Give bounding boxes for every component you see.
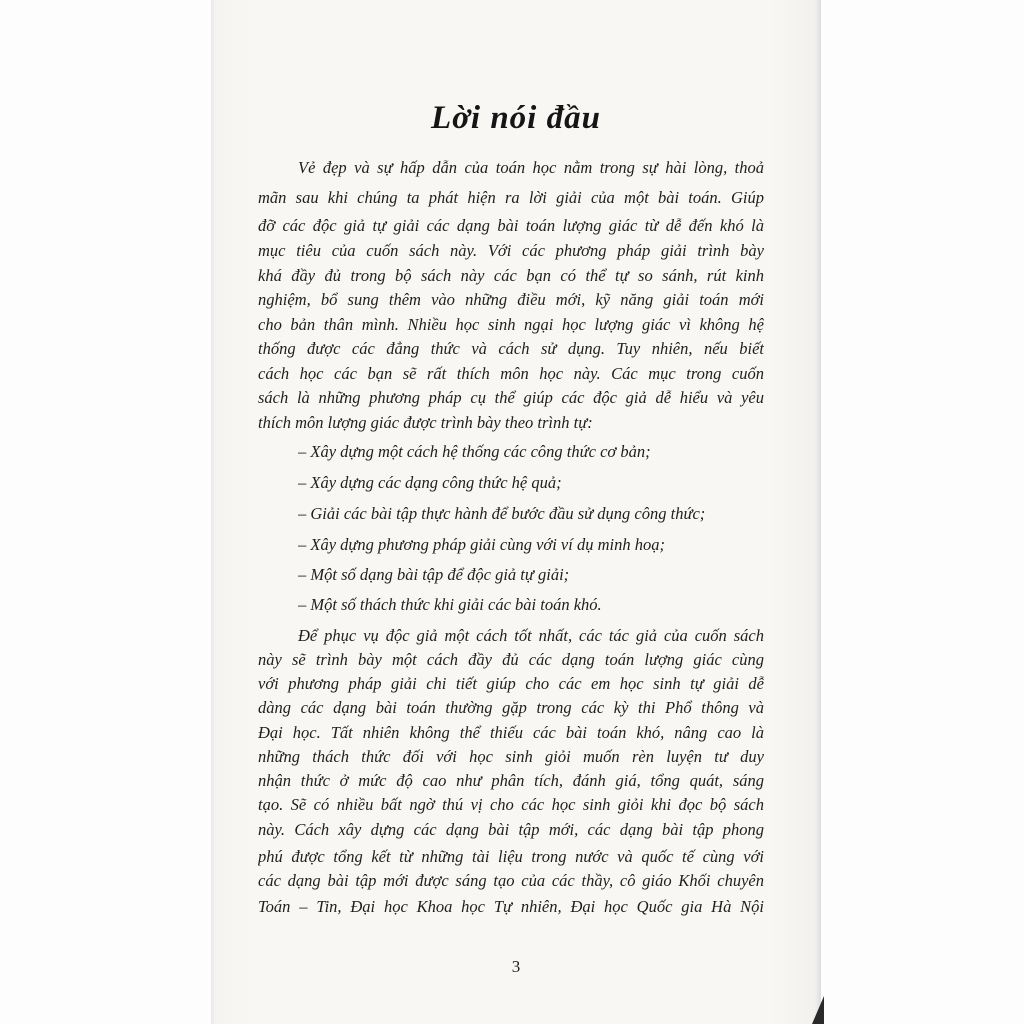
- list-item: – Một số dạng bài tập để độc giả tự giải;: [298, 565, 570, 584]
- paragraph1-line: Vẻ đẹp và sự hấp dẫn của toán học nằm trong sự hài lòng, thoả: [298, 158, 764, 177]
- paragraph2-line: Để phục vụ độc giả một cách tốt nhất, các tác giả của cuốn sách: [298, 626, 764, 645]
- paragraph2-line: tạo. Sẽ có nhiều bất ngờ thú vị cho các học sinh giỏi khi đọc bộ sách: [258, 795, 764, 814]
- paragraph1-line: sách là những phương pháp cụ thể giúp các độc giả dễ hiểu và yêu: [258, 388, 764, 407]
- list-item: – Xây dựng phương pháp giải cùng với ví dụ minh hoạ;: [298, 535, 665, 554]
- list-item: – Giải các bài tập thực hành để bước đầu sử dụng công thức;: [298, 504, 706, 523]
- paragraph1-line: cho bản thân mình. Nhiều học sinh ngại học lượng giác vì không hệ: [258, 315, 764, 334]
- paragraph2-line: với phương pháp giải chi tiết giúp cho các em học sinh tự giải dễ: [258, 674, 764, 693]
- list-item: – Một số thách thức khi giải các bài toán khó.: [298, 595, 602, 614]
- paragraph1-line: mục tiêu của cuốn sách này. Với các phương pháp giải trình bày: [258, 241, 764, 260]
- paragraph1-line: khá đầy đủ trong bộ sách này các bạn có thể tự so sánh, rút kinh: [258, 266, 764, 285]
- page-title: Lời nói đầu: [431, 100, 601, 136]
- paragraph2-line: các dạng bài tập mới được sáng tạo của các thầy, cô giáo Khối chuyên: [258, 871, 764, 890]
- list-item: – Xây dựng một cách hệ thống các công thức cơ bản;: [298, 442, 651, 461]
- paragraph1-line: nghiệm, bổ sung thêm vào những điều mới, kỹ năng giải toán mới: [258, 290, 764, 309]
- paragraph2-line: Toán – Tin, Đại học Khoa học Tự nhiên, Đại học Quốc gia Hà Nội: [258, 897, 764, 916]
- page-corner-shadow: [812, 996, 824, 1024]
- paragraph2-line: nhận thức ở mức độ cao như phân tích, đánh giá, tổng quát, sáng: [258, 771, 764, 790]
- paragraph2-line: những thách thức đối với học sinh giỏi muốn rèn luyện tư duy: [258, 747, 764, 766]
- paragraph2-line: này. Cách xây dựng các dạng bài tập mới, các dạng bài tập phong: [258, 820, 764, 839]
- paragraph1-line: đỡ các độc giả tự giải các dạng bài toán lượng giác từ dễ đến khó là: [258, 216, 764, 235]
- page-number: 3: [511, 957, 521, 976]
- paragraph1-line: cách học các bạn sẽ rất thích môn học này. Các mục trong cuốn: [258, 364, 764, 383]
- paragraph2-line: dàng các dạng bài toán thường gặp trong các kỳ thi Phổ thông và: [258, 698, 764, 717]
- paragraph1-line: thống được các đẳng thức và cách sử dụng. Tuy nhiên, nếu biết: [258, 339, 764, 358]
- paragraph2-line: phú được tổng kết từ những tài liệu trong nước và quốc tế cùng với: [258, 847, 764, 866]
- paragraph1-line: thích môn lượng giác được trình bày theo trình tự:: [258, 413, 593, 432]
- list-item: – Xây dựng các dạng công thức hệ quả;: [298, 473, 562, 492]
- paragraph1-line: mãn sau khi chúng ta phát hiện ra lời giải của một bài toán. Giúp: [258, 188, 764, 207]
- paragraph2-line: Đại học. Tất nhiên không thể thiếu các bài toán khó, nâng cao là: [258, 723, 764, 742]
- paragraph2-line: này sẽ trình bày một cách đầy đủ các dạng toán lượng giác cùng: [258, 650, 764, 669]
